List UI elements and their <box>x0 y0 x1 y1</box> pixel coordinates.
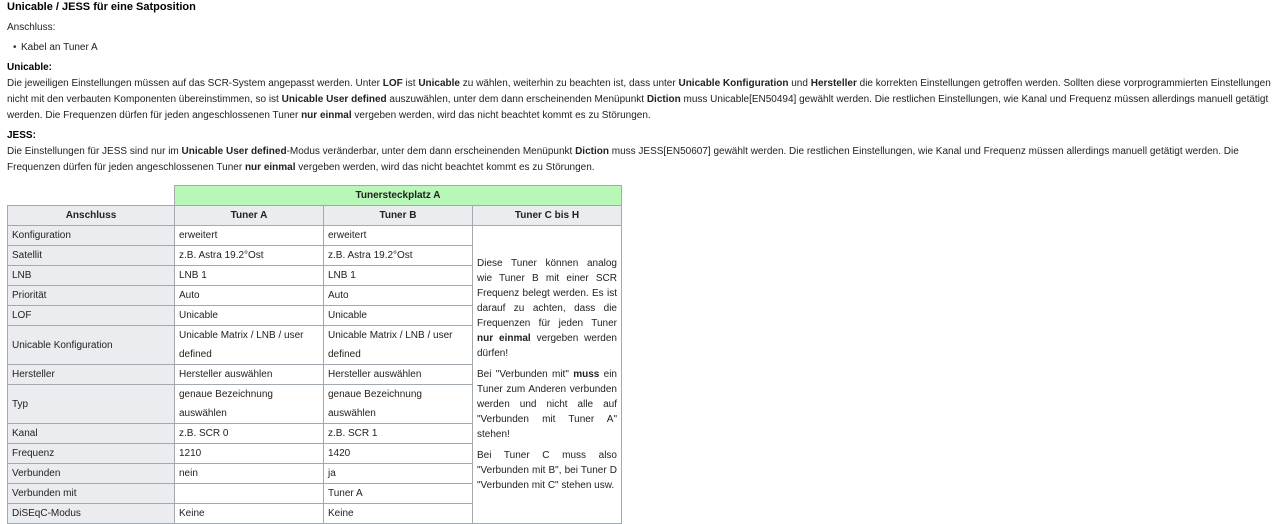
table-group-header-row <box>8 186 622 206</box>
row-label: LNB <box>8 266 175 286</box>
row-label: Kanal <box>8 424 175 444</box>
column-header: Anschluss <box>8 206 175 226</box>
blank-corner <box>8 186 175 206</box>
row-label: Frequenz <box>8 444 175 464</box>
column-header: Tuner B <box>324 206 473 226</box>
cell-tuner-b: erweitert <box>324 226 473 246</box>
page-title: Unicable / JESS für eine Satposition <box>7 1 196 13</box>
anschluss-label: Anschluss: <box>7 22 56 33</box>
row-label: Konfiguration <box>8 226 175 246</box>
row-label: Hersteller <box>8 365 175 385</box>
cell-tuner-a: Hersteller auswählen <box>175 365 324 385</box>
column-header: Tuner C bis H <box>473 206 622 226</box>
column-header: Tuner A <box>175 206 324 226</box>
unicable-heading: Unicable: <box>7 62 53 73</box>
cell-tuner-b: genaue Bezeichnung auswählen <box>324 385 473 424</box>
cell-tuner-a: 1210 <box>175 444 324 464</box>
note-paragraph: Diese Tuner können analog wie Tuner B mit einer SCR Frequenz belegt werden. Es ist darauf zu achten, dass die Frequenzen für jeden Tuner nur einmal vergeben werden dürfen! <box>477 258 617 359</box>
cell-tuner-a: Unicable <box>175 306 324 326</box>
row-label: Priorität <box>8 286 175 306</box>
jess-paragraph: Die Einstellungen für JESS sind nur im Unicable User defined-Modus veränderbar, unter dem dann erscheinenden Menüpunkt Diction muss JESS[EN50607] gewählt werden. Die restlichen Einstellungen, wie Kanal und Frequenz müssen allerdings manuell getätigt werden. Die Frequenzen dürfen für jeden angeschlossenen Tuner nur einmal vergeben werden, wird das nicht beachtet kommt es zu Störungen. <box>7 146 1239 173</box>
cell-tuner-b: Unicable Matrix / LNB / user defined <box>324 326 473 365</box>
anschluss-list <box>7 40 1273 56</box>
unicable-paragraph: Die jeweiligen Einstellungen müssen auf das SCR-System angepasst werden. Unter LOF ist Unicable zu wählen, weiterhin zu beachten ist, dass unter Unicable Konfiguration und Hersteller die korrekten Einstellungen getroffen werden. Sollten diese vorprogrammierten Einstellungen nicht mit den verbauten Komponenten übereinstimmen, so ist Unicable User defined auszuwählen, unter dem dann erscheinenden Menüpunkt Diction muss Unicable[EN50494] gewählt werden. Die restlichen Einstellungen, wie Kanal und Frequenz müssen allerdings manuell getätigt werden. Die Frequenzen dürfen für jeden angeschlossenen Tuner nur einmal vergeben werden, wird das nicht beachtet kommt es zu Störungen. <box>7 78 1271 121</box>
table-row <box>8 226 622 246</box>
cell-tuner-a: Keine <box>175 504 324 524</box>
row-label: LOF <box>8 306 175 326</box>
row-label: Verbunden <box>8 464 175 484</box>
cell-tuner-a: genaue Bezeichnung auswählen <box>175 385 324 424</box>
cell-tuner-b: Keine <box>324 504 473 524</box>
jess-heading: JESS: <box>7 130 36 141</box>
cell-tuner-a: LNB 1 <box>175 266 324 286</box>
cell-tuner-b: Tuner A <box>324 484 473 504</box>
row-label: Satellit <box>8 246 175 266</box>
cell-tuner-a: erweitert <box>175 226 324 246</box>
cell-tuner-b: Hersteller auswählen <box>324 365 473 385</box>
row-label: DiSEqC-Modus <box>8 504 175 524</box>
group-header: Tunersteckplatz A <box>175 186 622 206</box>
cell-tuner-b: z.B. Astra 19.2°Ost <box>324 246 473 266</box>
cell-tuner-b: ja <box>324 464 473 484</box>
cell-tuner-a: z.B. SCR 0 <box>175 424 324 444</box>
row-label: Typ <box>8 385 175 424</box>
note-paragraph: Bei "Verbunden mit" muss ein Tuner zum Anderen verbunden werden und nicht alle auf "Verbunden mit Tuner A" stehen! <box>477 369 617 440</box>
row-label: Unicable Konfiguration <box>8 326 175 365</box>
note-paragraph: Bei Tuner C muss also "Verbunden mit B", bei Tuner D "Verbunden mit C" stehen usw. <box>477 450 617 491</box>
cell-tuner-a: Unicable Matrix / LNB / user defined <box>175 326 324 365</box>
row-label: Verbunden mit <box>8 484 175 504</box>
cell-tuner-a: z.B. Astra 19.2°Ost <box>175 246 324 266</box>
tuner-c-h-note <box>473 226 622 524</box>
cell-tuner-a: Auto <box>175 286 324 306</box>
cell-tuner-b: z.B. SCR 1 <box>324 424 473 444</box>
cell-tuner-b: 1420 <box>324 444 473 464</box>
table-header-row <box>8 206 622 226</box>
cell-tuner-b: Auto <box>324 286 473 306</box>
cell-tuner-b: LNB 1 <box>324 266 473 286</box>
cell-tuner-b: Unicable <box>324 306 473 326</box>
cell-tuner-a: nein <box>175 464 324 484</box>
tuner-settings-table <box>7 185 622 524</box>
cell-tuner-a <box>175 484 324 504</box>
list-item: • Kabel an Tuner A <box>21 40 1273 56</box>
